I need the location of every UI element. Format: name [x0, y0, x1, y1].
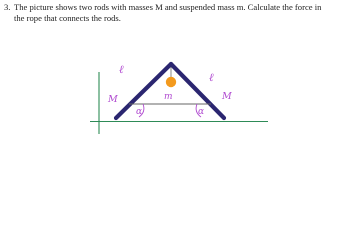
label-suspended-mass: m: [164, 92, 173, 102]
label-angle-left: α: [136, 107, 143, 117]
label-mass-right: M: [222, 91, 232, 102]
problem-text-1: The picture shows two rods with masses M and suspended mass m. Calculate the force in: [14, 2, 322, 12]
problem-number: 3.: [4, 2, 11, 12]
label-angle-right: α: [198, 107, 205, 117]
label-length-right: ℓ: [209, 71, 214, 84]
label-length-left: ℓ: [119, 63, 124, 76]
problem-line-2: the rope that connects the rods.: [14, 13, 121, 23]
orange-ball-icon: [166, 77, 176, 87]
label-mass-left: M: [108, 94, 118, 105]
